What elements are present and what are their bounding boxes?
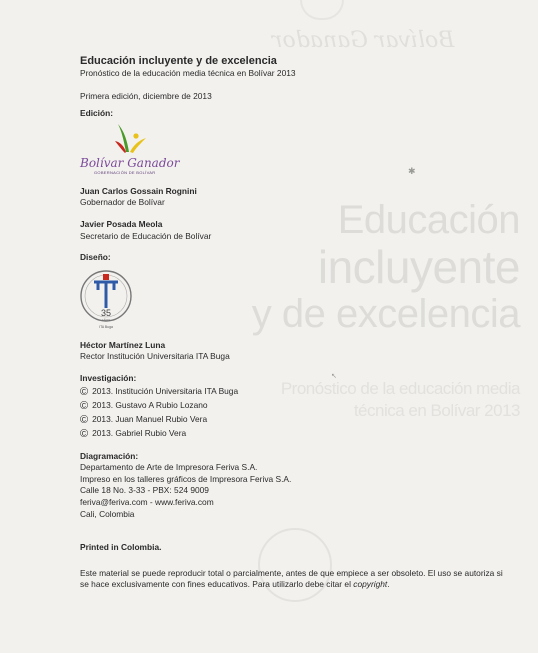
diseno-label: Diseño: <box>80 252 111 263</box>
diagramacion-line: Calle 18 No. 3-33 - PBX: 524 9009 <box>80 485 209 496</box>
person-role: Gobernador de Bolívar <box>80 197 165 208</box>
book-subtitle: Pronóstico de la educación media técnica en Bolívar 2013 <box>80 68 296 78</box>
dust-speck: ↖ <box>331 373 337 380</box>
seal-emblem-icon <box>78 268 138 330</box>
bleed-through-mark-top <box>300 0 344 20</box>
seal-sub: AÑOS <box>101 317 111 322</box>
bleed-through-title-line: y de excelencia <box>251 292 520 336</box>
person-name: Juan Carlos Gossain Rognini <box>80 185 197 196</box>
bolivar-ganador-logo <box>80 122 190 176</box>
logo-brand-subtext: GOBERNACIÓN DE BOLÍVAR <box>94 169 156 175</box>
logo-brand-text: Bolívar Ganador <box>80 155 180 170</box>
copyright-line <box>80 427 520 441</box>
notice-end: . <box>387 579 390 590</box>
seal-number: 35 <box>100 307 112 318</box>
copyright-line <box>80 399 520 413</box>
person-role: Secretario de Educación de Bolívar <box>80 230 212 241</box>
copyright-text: 2013. Gustavo A Rubio Lozano <box>92 399 208 410</box>
diagramacion-label: Diagramación: <box>80 450 139 461</box>
colophon <box>80 55 520 591</box>
copyright-line <box>80 385 520 399</box>
diagramacion-line: feriva@feriva.com - www.feriva.com <box>80 496 214 507</box>
ita-buga-seal-logo <box>78 268 138 330</box>
diagramacion-line: Impreso en los talleres gráficos de Impresora Feriva S.A. <box>80 473 292 484</box>
bleed-through-title-line: Educación <box>337 198 520 242</box>
edicion-label: Edición: <box>80 108 114 119</box>
bleed-through-top-logo: Bolívar Ganador <box>272 28 455 53</box>
sprout-icon <box>112 122 148 156</box>
diagramacion-line: Departamento de Arte de Impresora Feriva S.A. <box>80 462 258 473</box>
rector-role: Rector Institución Universitaria ITA Buga <box>80 351 230 362</box>
dust-speck: ✱ <box>408 166 416 176</box>
notice-text: Este material se puede reproducir total o parcialmente, antes de que empiece a ser obsoleto. El uso se autoriza si se hace exclusivamente con fines educativos. Para utilizarlo debe citar el <box>80 567 503 590</box>
seal-caption: ITA Buga <box>99 324 113 329</box>
diagramacion-line: Cali, Colombia <box>80 508 135 519</box>
bleed-through-sub-line: Pronóstico de la educación media <box>280 379 520 398</box>
copyright-text: 2013. Gabriel Rubio Vera <box>92 427 187 438</box>
copyright-icon: © <box>80 399 89 412</box>
edition-info: Primera edición, diciembre de 2013 <box>80 90 212 101</box>
copyright-text: 2013. Institución Universitaria ITA Buga <box>92 385 239 396</box>
notice-emphasis: copyright <box>353 579 388 590</box>
book-title: Educación incluyente y de excelencia <box>80 55 277 67</box>
rector-name: Héctor Martínez Luna <box>80 339 166 350</box>
person-name: Javier Posada Meola <box>80 218 163 229</box>
copyright-icon: © <box>80 427 89 440</box>
printed-in: Printed in Colombia. <box>80 542 162 553</box>
investigacion-label: Investigación: <box>80 372 137 383</box>
copyright-icon: © <box>80 385 89 398</box>
copyright-text: 2013. Juan Manuel Rubio Vera <box>92 413 208 424</box>
bleed-through-title-line: incluyente <box>317 241 520 293</box>
copyright-icon: © <box>80 413 89 426</box>
bleed-through-sub-line: técnica en Bolívar 2013 <box>353 401 520 420</box>
copyright-notice <box>80 568 510 591</box>
copyright-line <box>80 413 520 427</box>
